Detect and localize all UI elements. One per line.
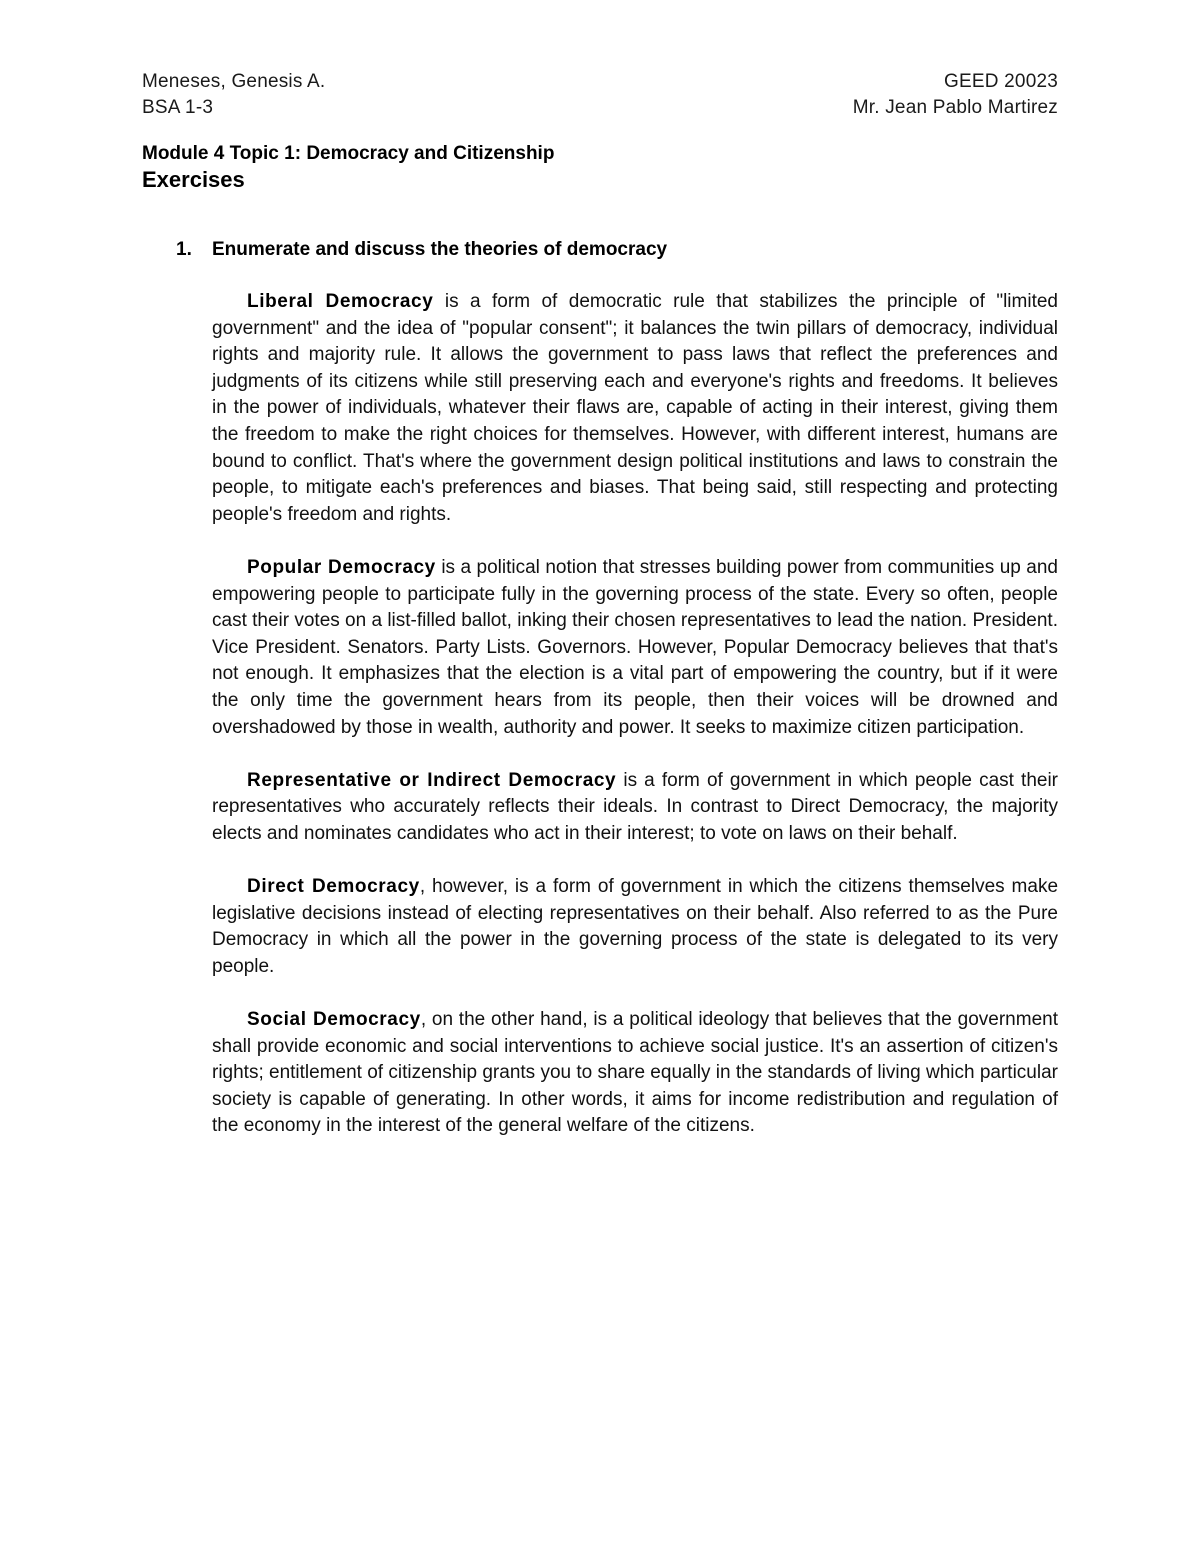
paragraph-text: , however, is a form of government in which the citizens themselves make legislative decisions instead of electing representatives on their behalf. Also referred to as the Pure Democracy in which all the power in the governing process of the state is delegated to its very people. [212,876,1059,977]
paragraph-text: is a political notion that stresses building power from communities up and empowering people to participate fully in the governing process of the state. Every so often, people cast their votes on a list-filled ballot, inking their chosen representatives to lead the nation. President. Vice President. Senators. Party Lists. Governors. However, Popular Democracy believes that that's not enough. It emphasizes that the election is a vital part of empowering the country, but if it were the only time the government hears from its people, then their voices will be drowned and overshadowed by those in wealth, authority and power. It seeks to maximize citizen participation. [212,556,1059,738]
paragraph-social-democracy [212,1007,1058,1140]
question-number: 1. [176,239,192,260]
term-representative-democracy: Representative or Indirect Democracy [247,769,617,791]
paragraph-liberal-democracy [212,289,1058,528]
answer-body [212,289,1058,1167]
instructor: Mr. Jean Pablo Martirez [852,97,1058,118]
term-liberal-democracy: Liberal Democracy [247,291,434,312]
paragraph-popular-democracy [212,555,1058,741]
term-direct-democracy: Direct Democracy [247,876,420,898]
student-name: Meneses, Genesis A. [142,71,326,92]
header-row-1 [142,69,1058,95]
paragraph-text: is a form of government in which people cast their representatives who accurately reflects their ideals. In contrast to Direct Democracy, the majority elects and nominates candidates who act in their interest; to vote on laws on their behalf. [212,769,1058,844]
term-popular-democracy: Popular Democracy [247,556,436,578]
question-item [176,237,667,263]
module-title: Module 4 Topic 1: Democracy and Citizenship [142,143,555,164]
paragraph-text: is a form of democratic rule that stabilizes the principle of "limited government" and the idea of "popular consent"; it balances the twin pillars of democracy, individual rights and majority rule. It allows the government to pass laws that reflect the preferences and judgments of its citizens while still preserving each and everyone's rights and freedoms. It believes in the power of individuals, whatever their flaws are, capable of acting in their interest, giving them the freedom to make the right choices for themselves. However, with different interest, humans are bound to conflict. That's where the government design political institutions and laws to constrain the people, to mitigate each's preferences and biases. That being said, still respecting and protecting people's freedom and rights. [212,291,1058,525]
question-text: Enumerate and discuss the theories of democracy [212,239,668,260]
course-code: GEED 20023 [944,71,1058,92]
section: BSA 1-3 [142,97,214,118]
paragraph-direct-democracy [212,874,1058,980]
header-row-2 [142,95,1058,121]
term-social-democracy: Social Democracy [247,1009,421,1031]
paragraph-representative-democracy [212,768,1058,848]
paragraph-text: , on the other hand, is a political ideology that believes that the government shall provide economic and social interventions to achieve social justice. It's an assertion of citizen's rights; entitlement of citizenship grants you to share equally in the standards of living which particular society is capable of generating. In other words, it aims for income redistribution and regulation of the economy in the interest of the general welfare of the citizens. [212,1009,1058,1137]
exercises-title: Exercises [142,167,245,192]
